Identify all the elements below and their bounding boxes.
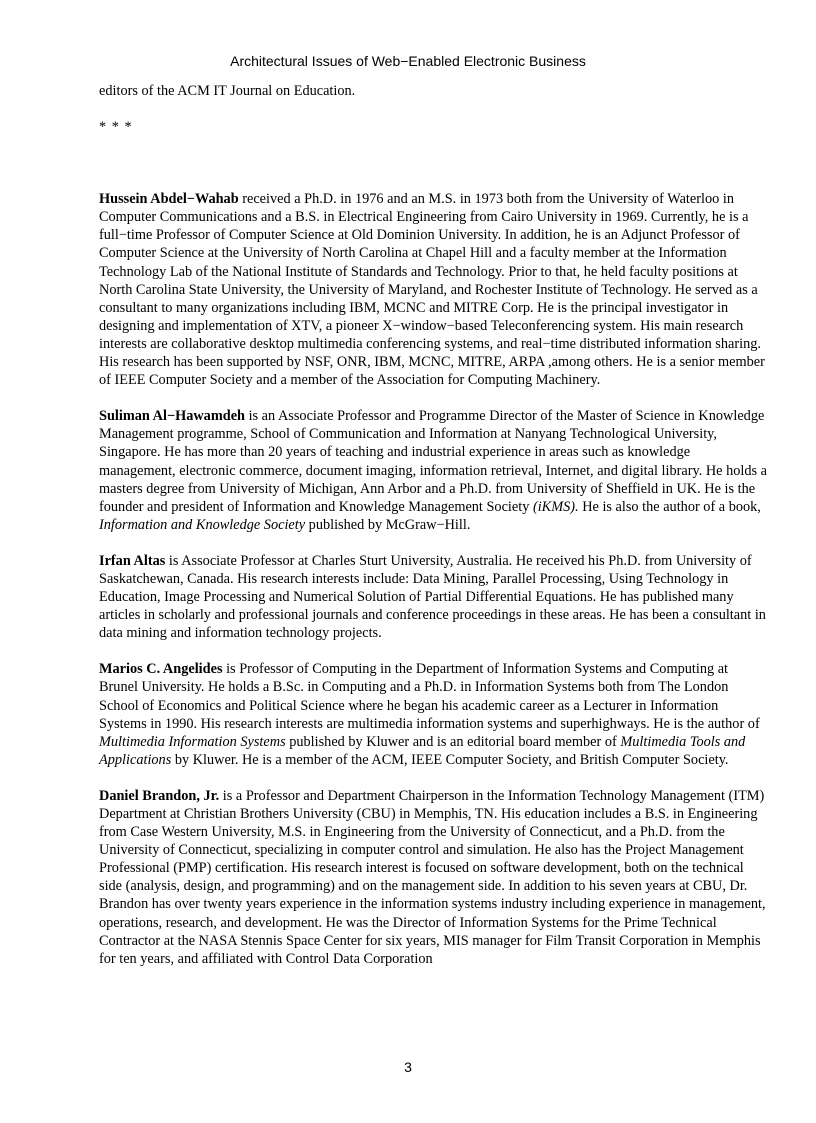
continued-text: editors of the ACM IT Journal on Education. [99, 83, 356, 99]
bio-text: received a Ph.D. in 1976 and an M.S. in 1973 both from the University of Waterloo in Computer Communications and a B.S. in Electrical Engineering from Cairo University in 1969. Currently, he is a full−time Professor of Computer Science at Old Dominion University. In addition, he is an Adjunct Professor of Computer Science at the University of North Carolina at Chapel Hill and a faculty member at the Information Technology Lab of the National Institute of Standards and Technology. Prior to that, he held faculty positions at North Carolina State University, the University of Maryland, and Rochester Institute of Technology. He served as a consultant to many organizations including IBM, MCNC and MITRE Corp. He is the principal investigator in designing and implementation of XTV, a pioneer X−window−based Teleconferencing system. His main research interests are collaborative desktop multimedia conferencing systems, and real−time distributed information sharing. His research has been supported by NSF, ONR, IBM, MCNC, MITRE, ARPA ,among others. He is a senior member of IEEE Computer Society and a member of the Association for Computing Machinery. [99, 191, 765, 389]
bio-italic-acronym: (iKMS). [532, 498, 579, 515]
bio-altas [99, 552, 767, 642]
bio-text: He is also the author of a book, [578, 498, 761, 515]
bio-name: Irfan Altas [99, 552, 166, 569]
bio-text: is Associate Professor at Charles Sturt University, Australia. He received his Ph.D. from University of Saskatchewan, Canada. His research interests include: Data Mining, Parallel Processing, Using Technology in Education, Image Processing and Numerical Solution of Partial Differential Equations. He has published many articles in scholarly and professional journals and conference proceedings in these areas. He has been a consultant in data mining and information technology projects. [99, 552, 766, 642]
section-separator: * * * [99, 119, 133, 136]
bio-name: Suliman Al−Hawamdeh [99, 408, 245, 425]
bio-name: Hussein Abdel−Wahab [99, 191, 239, 208]
bio-text: is an Associate Professor and Programme Director of the Master of Science in Knowledge Management programme, School of Communication and Information at Nanyang Technological University, Singapore. He has more than 20 years of teaching and industrial experience in areas such as knowledge management, electronic commerce, document imaging, information retrieval, Internet, and digital library. He holds a masters degree from University of Michigan, Ann Arbor and a Ph.D. from University of Sheffield in UK. He is the founder and president of Information and Knowledge Management Society [99, 408, 768, 515]
bio-name: Marios C. Angelides [99, 661, 223, 678]
bio-book-title: Multimedia Information Systems [99, 733, 286, 750]
bio-al-hawamdeh [99, 407, 767, 534]
page-body [99, 82, 767, 986]
bio-brandon [99, 787, 767, 968]
spacer [99, 136, 767, 190]
page-number: 3 [404, 1059, 412, 1075]
bio-angelides [99, 660, 767, 769]
bio-book-title: Information and Knowledge Society [99, 516, 306, 533]
bio-text: published by Kluwer and is an editorial board member of [285, 733, 621, 750]
running-header: Architectural Issues of Web−Enabled Electronic Business [230, 53, 586, 69]
bio-text: is a Professor and Department Chairperson in the Information Technology Management (ITM) Department at Christian Brothers University (CBU) in Memphis, TN. His education includes a B.S. in Engineering from Case Western University, M.S. in Engineering from the University of Connecticut, and a Ph.D. from the University of Connecticut, specializing in computer control and simulation. He also has the Project Management Professional (PMP) certification. His research interest is focused on software development, both on the technical side (analysis, design, and programming) and on the management side. In addition to his seven years at CBU, Dr. Brandon has over twenty years experience in the information systems industry including experience in management, operations, research, and development. He was the Director of Information Systems for the Prime Technical Contractor at the NASA Stennis Space Center for six years, MIS manager for Film Transit Corporation in Memphis for ten years, and affiliated with Control Data Corporation [99, 787, 766, 967]
bio-text: published by McGraw−Hill. [305, 516, 471, 533]
bio-text: is Professor of Computing in the Department of Information Systems and Computing at Brunel University. He holds a B.Sc. in Computing and a Ph.D. in Information Systems both from The London School of Economics and Political Science where he began his academic career as a Lecturer in Information Systems in 1990. His research interests are multimedia information systems and superhighways. He is the author of [99, 661, 760, 732]
bio-journal-title: Multimedia Tools and Applications [99, 733, 746, 768]
bio-abdel-wahab [99, 190, 767, 389]
bio-text: by Kluwer. He is a member of the ACM, IEEE Computer Society, and British Computer Society. [171, 751, 729, 768]
bio-name: Daniel Brandon, Jr. [99, 787, 220, 804]
